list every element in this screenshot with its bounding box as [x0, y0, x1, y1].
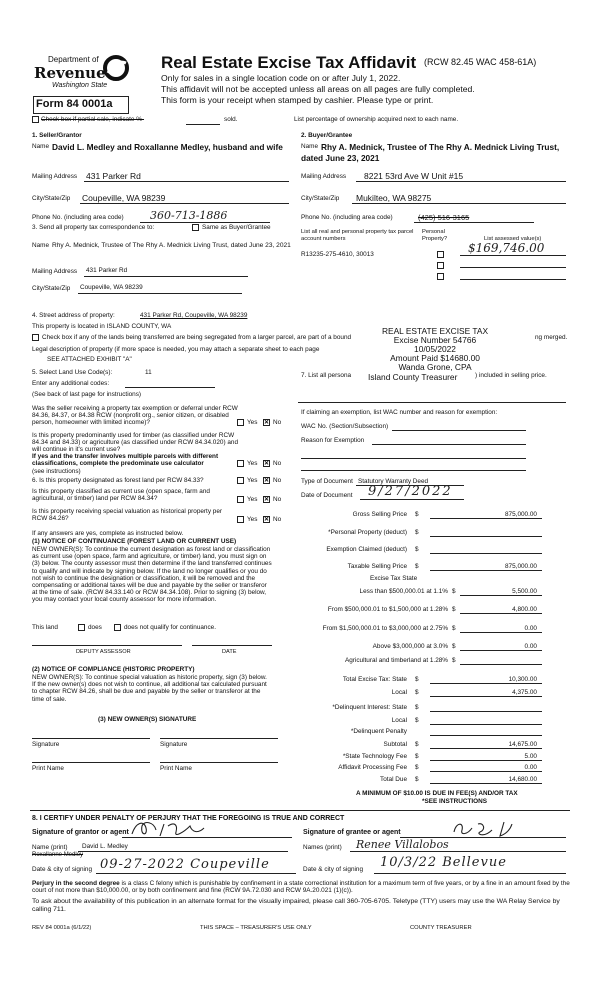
wac-field[interactable]	[392, 430, 526, 431]
excise-tax-state-label: Excise Tax State	[370, 575, 418, 582]
question-timber: Is this property predominantly used for timber (as classified under RCW 84.34 and 84.33) or agriculture (as classified under RCW 84.34.020) and will continue in it's current use?	[32, 432, 239, 454]
form-number: Form 84 0001a	[33, 96, 129, 114]
corr-city-label: City/State/Zip	[32, 285, 71, 292]
agri-currency: $	[452, 657, 456, 664]
logo-revenue: Revenue	[34, 64, 106, 82]
continuance-body: NEW OWNER(S): To continue the current designation as forest land or classification as current use (open space, farm and agriculture, or timber) land, you must sign on (3) below. The county assessor must then determine if the land transferred continues to qualify and will indicate by signing below. If the land no longer qualifies or you do not wish to continue the designation or classification, it will be removed and the compensating or additional taxes will be due and payable by the seller or transferor at the time of sale. (RCW 84.33.140 or RCW 84.34.108). Prior to signing (3) below, you may contact your local county assessor for more information.	[32, 546, 272, 604]
wac-label: WAC No. (Section/Subsection)	[301, 423, 389, 430]
bracket1-label: Less than $500,000.01 at 1.1%	[359, 588, 448, 595]
local-label: Local	[391, 689, 407, 696]
delinq-state-currency: $	[415, 704, 419, 711]
same-as-buyer-label: Same as Buyer/Grantee	[202, 224, 271, 231]
buyer-name[interactable]: Rhy A. Mednick, Trustee of The Rhy A. Mednick Living Trust, dated June 23, 2021	[301, 142, 560, 163]
grantee-date-city[interactable]: 10/3/22 Bellevue	[380, 855, 507, 870]
q3-no-checkbox[interactable]: ✕	[264, 478, 270, 484]
total-state-currency: $	[415, 676, 419, 683]
tech-fee-label: *State Technology Fee	[342, 753, 407, 760]
doc-date-label: Date of Document	[301, 492, 353, 499]
stamp-line-3: 10/05/2022	[414, 344, 456, 354]
land-label: This land	[32, 624, 58, 631]
grantee-name[interactable]: Renee Villalobos	[356, 838, 449, 851]
bracket3-label: From $1,500,000.01 to $3,000,000 at 2.75%	[322, 625, 448, 632]
reason-field[interactable]	[372, 444, 526, 445]
personal-currency: $	[415, 529, 419, 536]
property-heading: 4. Street address of property:	[32, 312, 115, 319]
footer-county-treasurer: COUNTY TREASURER	[410, 925, 472, 931]
stamp-line-5: Wanda Grone, CPA	[398, 362, 472, 372]
q4-yes-checkbox[interactable]	[237, 496, 244, 503]
affidavit-fee-label: Affidavit Processing Fee	[338, 764, 407, 771]
penalty-label: *Delinquent Penalty	[350, 728, 407, 735]
if-any-yes-note: If any answers are yes, complete as instructed below.	[32, 530, 184, 537]
exemption-label: If claiming an exemption, list WAC number and reason for exemption:	[301, 409, 498, 416]
tech-fee-value[interactable]: 5.00	[524, 753, 537, 760]
footer-treasurer-space: THIS SPACE – TREASURER'S USE ONLY	[200, 925, 312, 931]
q3-no-label: No	[273, 477, 282, 484]
page-title: Real Estate Excise Tax Affidavit	[161, 53, 417, 72]
buyer-address-label: Mailing Address	[301, 173, 347, 180]
local-value[interactable]: 4,375.00	[512, 689, 537, 696]
q2-yes-label: Yes	[247, 460, 258, 467]
title-cite: (RCW 82.45 WAC 458-61A)	[424, 57, 537, 67]
seller-city[interactable]: Coupeville, WA 98239	[82, 193, 166, 203]
logo-dept: Department of	[48, 55, 99, 64]
total-state-label: Total Excise Tax: State	[342, 676, 407, 683]
subtotal-value[interactable]: 14,675.00	[508, 741, 537, 748]
grantor-signature-label: Signature of grantor or agent	[32, 829, 129, 836]
additional-codes-label: Enter any additional codes:	[32, 380, 110, 387]
q5-yes-checkbox[interactable]	[237, 516, 244, 523]
bracket4-value[interactable]: 0.00	[524, 643, 537, 650]
bracket2-label: From $500,000.01 to $1,500,000 at 1.28%	[327, 606, 448, 613]
doc-type-label: Type of Document	[301, 478, 353, 485]
affidavit-fee-value[interactable]: 0.00	[524, 764, 537, 771]
question-current-use: Is this property classified as current use (open space, farm and agricultural, or timber) land per RCW 84.34?	[32, 488, 210, 503]
q1-no-checkbox[interactable]: ✕	[264, 420, 270, 426]
stamp-line-2: Excise Number 54766	[393, 335, 477, 345]
item7-suffix: ) included in selling price.	[475, 372, 547, 379]
personal-property-checkbox-3[interactable]	[437, 273, 444, 280]
bracket3-value[interactable]: 0.00	[524, 625, 537, 632]
print-name-label-1: Print Name	[32, 765, 64, 772]
buyer-phone-label: Phone No. (including area code)	[301, 214, 393, 221]
personal-property-checkbox-1[interactable]	[437, 251, 444, 258]
buyer-phone[interactable]: (425) 516-3165	[418, 213, 470, 222]
personal-value[interactable]	[430, 536, 542, 537]
seller-city-label: City/State/Zip	[32, 195, 71, 202]
exempt-label: Exemption Claimed (deduct)	[326, 546, 407, 553]
footer-rev: REV 84 0001a (6/1/22)	[32, 925, 92, 931]
q1-no-label: No	[273, 419, 282, 426]
ownership-note: List percentage of ownership acquired next to each name.	[294, 116, 459, 123]
gross-value[interactable]: 875,000.00	[505, 511, 537, 518]
does-label: does	[88, 624, 102, 631]
grantor-name[interactable]: David L. Medley	[82, 843, 128, 850]
total-due-value[interactable]: 14,680.00	[508, 776, 537, 783]
new-owner-signature-1[interactable]	[32, 738, 150, 739]
q1-yes-checkbox[interactable]	[237, 419, 244, 426]
perjury-notice	[32, 880, 572, 894]
bracket1-value[interactable]: 5,500.00	[512, 588, 537, 595]
subtotal-currency: $	[415, 741, 419, 748]
taxable-value[interactable]: 875,000.00	[505, 563, 537, 570]
see-instructions-note: *SEE INSTRUCTIONS	[422, 798, 487, 805]
question-timber-note: (see instructions)	[32, 468, 81, 475]
grantee-signature-label: Signature of grantee or agent	[303, 829, 401, 836]
parcel-numbers[interactable]: R13235-275-4610, 30013	[301, 251, 374, 258]
q5-no-label: No	[273, 516, 282, 523]
partial-sold-label: sold.	[224, 116, 238, 123]
property-county: This property is located in ISLAND COUNTY, WA	[32, 323, 172, 330]
subtitle-1: Only for sales in a single location code on or after July 1, 2022.	[161, 73, 401, 83]
delinq-state-value[interactable]	[430, 711, 542, 712]
stamp-line-4: Amount Paid $14680.00	[390, 353, 480, 363]
minimum-due-note: A MINIMUM OF $10.00 IS DUE IN FEE(S) AND/OR TAX	[356, 790, 518, 797]
deputy-assessor-field[interactable]	[32, 645, 182, 646]
affidavit-fee-currency: $	[415, 764, 419, 771]
q2-no-label: No	[273, 460, 282, 467]
subtitle-2: This affidavit will not be accepted unless all areas on all pages are fully completed.	[161, 84, 475, 94]
total-due-label: Total Due	[380, 776, 407, 783]
partial-sale-checkbox[interactable]	[32, 116, 39, 123]
question-forest: 6. Is this property designated as forest land per RCW 84.33?	[32, 477, 204, 484]
penalty-value[interactable]	[430, 735, 542, 736]
grantor-date-label: Date & city of signing	[32, 866, 93, 873]
bracket2-value[interactable]: 4,800.00	[512, 606, 537, 613]
buyer-address[interactable]: 8221 53rd Ave W Unit #15	[364, 171, 464, 181]
seller-phone-label: Phone No. (including area code)	[32, 214, 124, 221]
exempt-value[interactable]	[430, 553, 542, 554]
logo-swoosh-icon	[102, 55, 130, 81]
assessor-date-label: DATE	[222, 649, 237, 655]
q1-yes-label: Yes	[247, 419, 258, 426]
segregated-checkbox[interactable]	[32, 334, 39, 341]
grantor-name-label: Name (print)	[32, 844, 68, 851]
segregated-label: Check box if any of the lands being transferred are being segregated from a larger parcel, are part of a bound	[42, 334, 352, 341]
buyer-city-label: City/State/Zip	[301, 195, 340, 202]
q2-yes-checkbox[interactable]	[237, 460, 244, 467]
subtitle-3: This form is your receipt when stamped by cashier. Please type or print.	[161, 95, 434, 105]
personal-property-header: Personal Property?	[422, 229, 448, 242]
treasurer-stamp	[360, 327, 510, 372]
logo-state: Washington State	[52, 82, 108, 89]
doc-type[interactable]: Statutory Warranty Deed	[358, 478, 429, 485]
does-checkbox[interactable]	[78, 624, 85, 631]
new-owner-print-1[interactable]	[32, 762, 150, 763]
corr-name-label: Name	[32, 242, 50, 249]
deputy-assessor-label: DEPUTY ASSESSOR	[76, 649, 131, 655]
legal-description[interactable]: SEE ATTACHED EXHIBIT "A"	[47, 356, 132, 363]
continuance-heading: (1) NOTICE OF CONTINUANCE (FOREST LAND OR CURRENT USE)	[32, 538, 237, 545]
same-as-buyer-checkbox[interactable]	[192, 224, 199, 231]
new-owner-signature-heading: (3) NEW OWNER(S) SIGNATURE	[98, 716, 197, 723]
q2-no-checkbox[interactable]: ✕	[264, 461, 270, 467]
exempt-currency: $	[415, 546, 419, 553]
seller-heading: 1. Seller/Grantor	[32, 132, 82, 139]
taxable-currency: $	[415, 563, 419, 570]
revenue-logo	[34, 55, 134, 95]
partial-sale-label: Check box if partial sale, indicate %-	[41, 116, 145, 123]
assessor-date-field[interactable]	[192, 645, 272, 646]
grantee-name-label: Names (print)	[303, 844, 342, 851]
personal-property-checkbox-2[interactable]	[437, 262, 444, 269]
delinq-local-currency: $	[415, 717, 419, 724]
doc-date[interactable]: 9/27/2022	[368, 484, 453, 499]
accessibility-notice: To ask about the availability of this publication in an alternate format for the visually impaired, please call 360-705-6705. Teletype (TTY) users may use the WA Relay Service by calling 711.	[32, 898, 560, 913]
signature-label-1: Signature	[32, 741, 60, 748]
gross-label: Gross Selling Price	[352, 511, 407, 518]
delinq-local-value[interactable]	[430, 724, 542, 725]
buyer-name-label: Name	[301, 143, 319, 150]
taxable-label: Taxable Selling Price	[347, 563, 407, 570]
grantee-date-label: Date & city of signing	[303, 866, 364, 873]
compliance-body: NEW OWNER(S): To continue special valuation as historic property, sign (3) below. If the new owner(s) does not wish to continue, all additional tax calculated pursuant to chapter RCW 84.26, shall be due and payable by the seller or transferor at the time of sale.	[32, 674, 267, 703]
assessed-values-header: List assessed value(s)	[484, 236, 542, 242]
agri-value[interactable]	[460, 664, 542, 665]
does-not-label: does not qualify for continuance.	[124, 624, 217, 631]
question-exemption: Was the seller receiving a property tax exemption or deferral under RCW 84.36, 84.37, or 84.38 RCW (nonprofit org., senior citizen, or disabled person, homeowner with limited income)?	[32, 405, 238, 427]
tech-fee-currency: $	[415, 753, 419, 760]
print-name-label-2: Print Name	[160, 765, 192, 772]
q3-yes-label: Yes	[247, 477, 258, 484]
delinq-local-label: Local	[391, 717, 407, 724]
perjury-bold: Perjury in the second degree	[32, 880, 120, 887]
does-not-checkbox[interactable]	[114, 624, 121, 631]
certify-heading: 8. I CERTIFY UNDER PENALTY OF PERJURY THAT THE FOREGOING IS TRUE AND CORRECT	[32, 815, 345, 822]
correspondence-heading: 3. Send all property tax correspondence to:	[32, 224, 155, 231]
agri-label: Agricultural and timberland at 1.28%	[344, 657, 448, 664]
question-timber-classification: If yes and the transfer involves multiple parcels with different classifications, complete the predominate use calculator	[32, 453, 219, 468]
seller-phone[interactable]: 360-713-1886	[150, 209, 228, 222]
subtotal-label: Subtotal	[383, 741, 407, 748]
total-due-currency: $	[415, 776, 419, 783]
q5-no-checkbox[interactable]: ✕	[264, 517, 270, 523]
new-owner-print-2[interactable]	[160, 762, 278, 763]
bracket4-label: Above $3,000,000 at 3.0%	[372, 643, 448, 650]
land-use-code[interactable]: 11	[145, 369, 152, 376]
assessed-value[interactable]: $169,746.00	[468, 241, 545, 255]
local-currency: $	[415, 689, 419, 696]
signature-label-2: Signature	[160, 741, 188, 748]
property-address[interactable]: 431 Parker Rd, Coupeville, WA 98239	[140, 312, 248, 319]
gross-currency: $	[415, 511, 419, 518]
additional-codes-field[interactable]	[125, 387, 215, 388]
compliance-heading: (2) NOTICE OF COMPLIANCE (HISTORIC PROPERTY)	[32, 666, 195, 673]
corr-address[interactable]: 431 Parker Rd	[86, 267, 128, 274]
parcel-numbers-header: List all real and personal property tax parcel account numbers	[301, 229, 414, 242]
seller-name-label: Name	[32, 143, 50, 150]
bracket3-currency: $	[452, 625, 456, 632]
seller-address-label: Mailing Address	[32, 173, 78, 180]
grantor-extra-name[interactable]: Roxallanne Medley	[32, 852, 84, 858]
corr-name[interactable]: Rhy A. Mednick, Trustee of The Rhy A. Mednick Living Trust, dated June 23, 2021	[52, 242, 291, 249]
seller-address[interactable]: 431 Parker Rd	[86, 171, 141, 181]
delinq-state-label: *Delinquent Interest: State	[332, 704, 407, 711]
bracket2-currency: $	[452, 606, 456, 613]
reason-label: Reason for Exemption	[301, 437, 365, 444]
seller-name[interactable]: David L. Medley and Roxallanne Medley, husband and wife	[52, 142, 283, 152]
question-historic: Is this property receiving special valuation as historical property per RCW 84.26?	[32, 508, 223, 523]
legal-description-label: Legal description of property (if more space is needed, you may attach a separate sheet to each page	[32, 346, 320, 353]
q4-no-checkbox[interactable]: ✕	[264, 497, 270, 503]
item7-label: 7. List all persona	[301, 372, 352, 379]
q3-yes-checkbox[interactable]	[237, 477, 244, 484]
q4-no-label: No	[273, 496, 282, 503]
grantor-date-city[interactable]: 09-27-2022 Coupeville	[100, 857, 270, 872]
see-back-note: (See back of last page for instructions)	[32, 391, 142, 398]
buyer-city[interactable]: Mukilteo, WA 98275	[356, 193, 432, 203]
personal-label: *Personal Property (deduct)	[328, 529, 407, 536]
corr-city[interactable]: Coupeville, WA 98239	[80, 284, 143, 291]
merged-label: ng merged.	[535, 334, 568, 341]
stamp-line-1: REAL ESTATE EXCISE TAX	[381, 326, 489, 336]
stamp-line-6: Island County Treasurer	[368, 372, 458, 382]
total-state-value[interactable]: 10,300.00	[508, 676, 537, 683]
partial-percent-field[interactable]	[186, 124, 220, 125]
q5-yes-label: Yes	[247, 516, 258, 523]
corr-address-label: Mailing Address	[32, 268, 78, 275]
bracket1-currency: $	[452, 588, 456, 595]
perjury-text: is a class C felony which is punishable by confinement in a state correctional institution for a maximum term of five years, or by a fine in an amount fixed by the court of not more than $10,000.00, or by both confinement and fine (RCW 9A.72.030 and RCW 9A.20.021 (1)(c)).	[32, 880, 570, 895]
buyer-heading: 2. Buyer/Grantee	[301, 132, 353, 139]
land-use-label: 5. Select Land Use Code(s):	[32, 369, 113, 376]
bracket4-currency: $	[452, 643, 456, 650]
q4-yes-label: Yes	[247, 496, 258, 503]
new-owner-signature-2[interactable]	[160, 738, 278, 739]
